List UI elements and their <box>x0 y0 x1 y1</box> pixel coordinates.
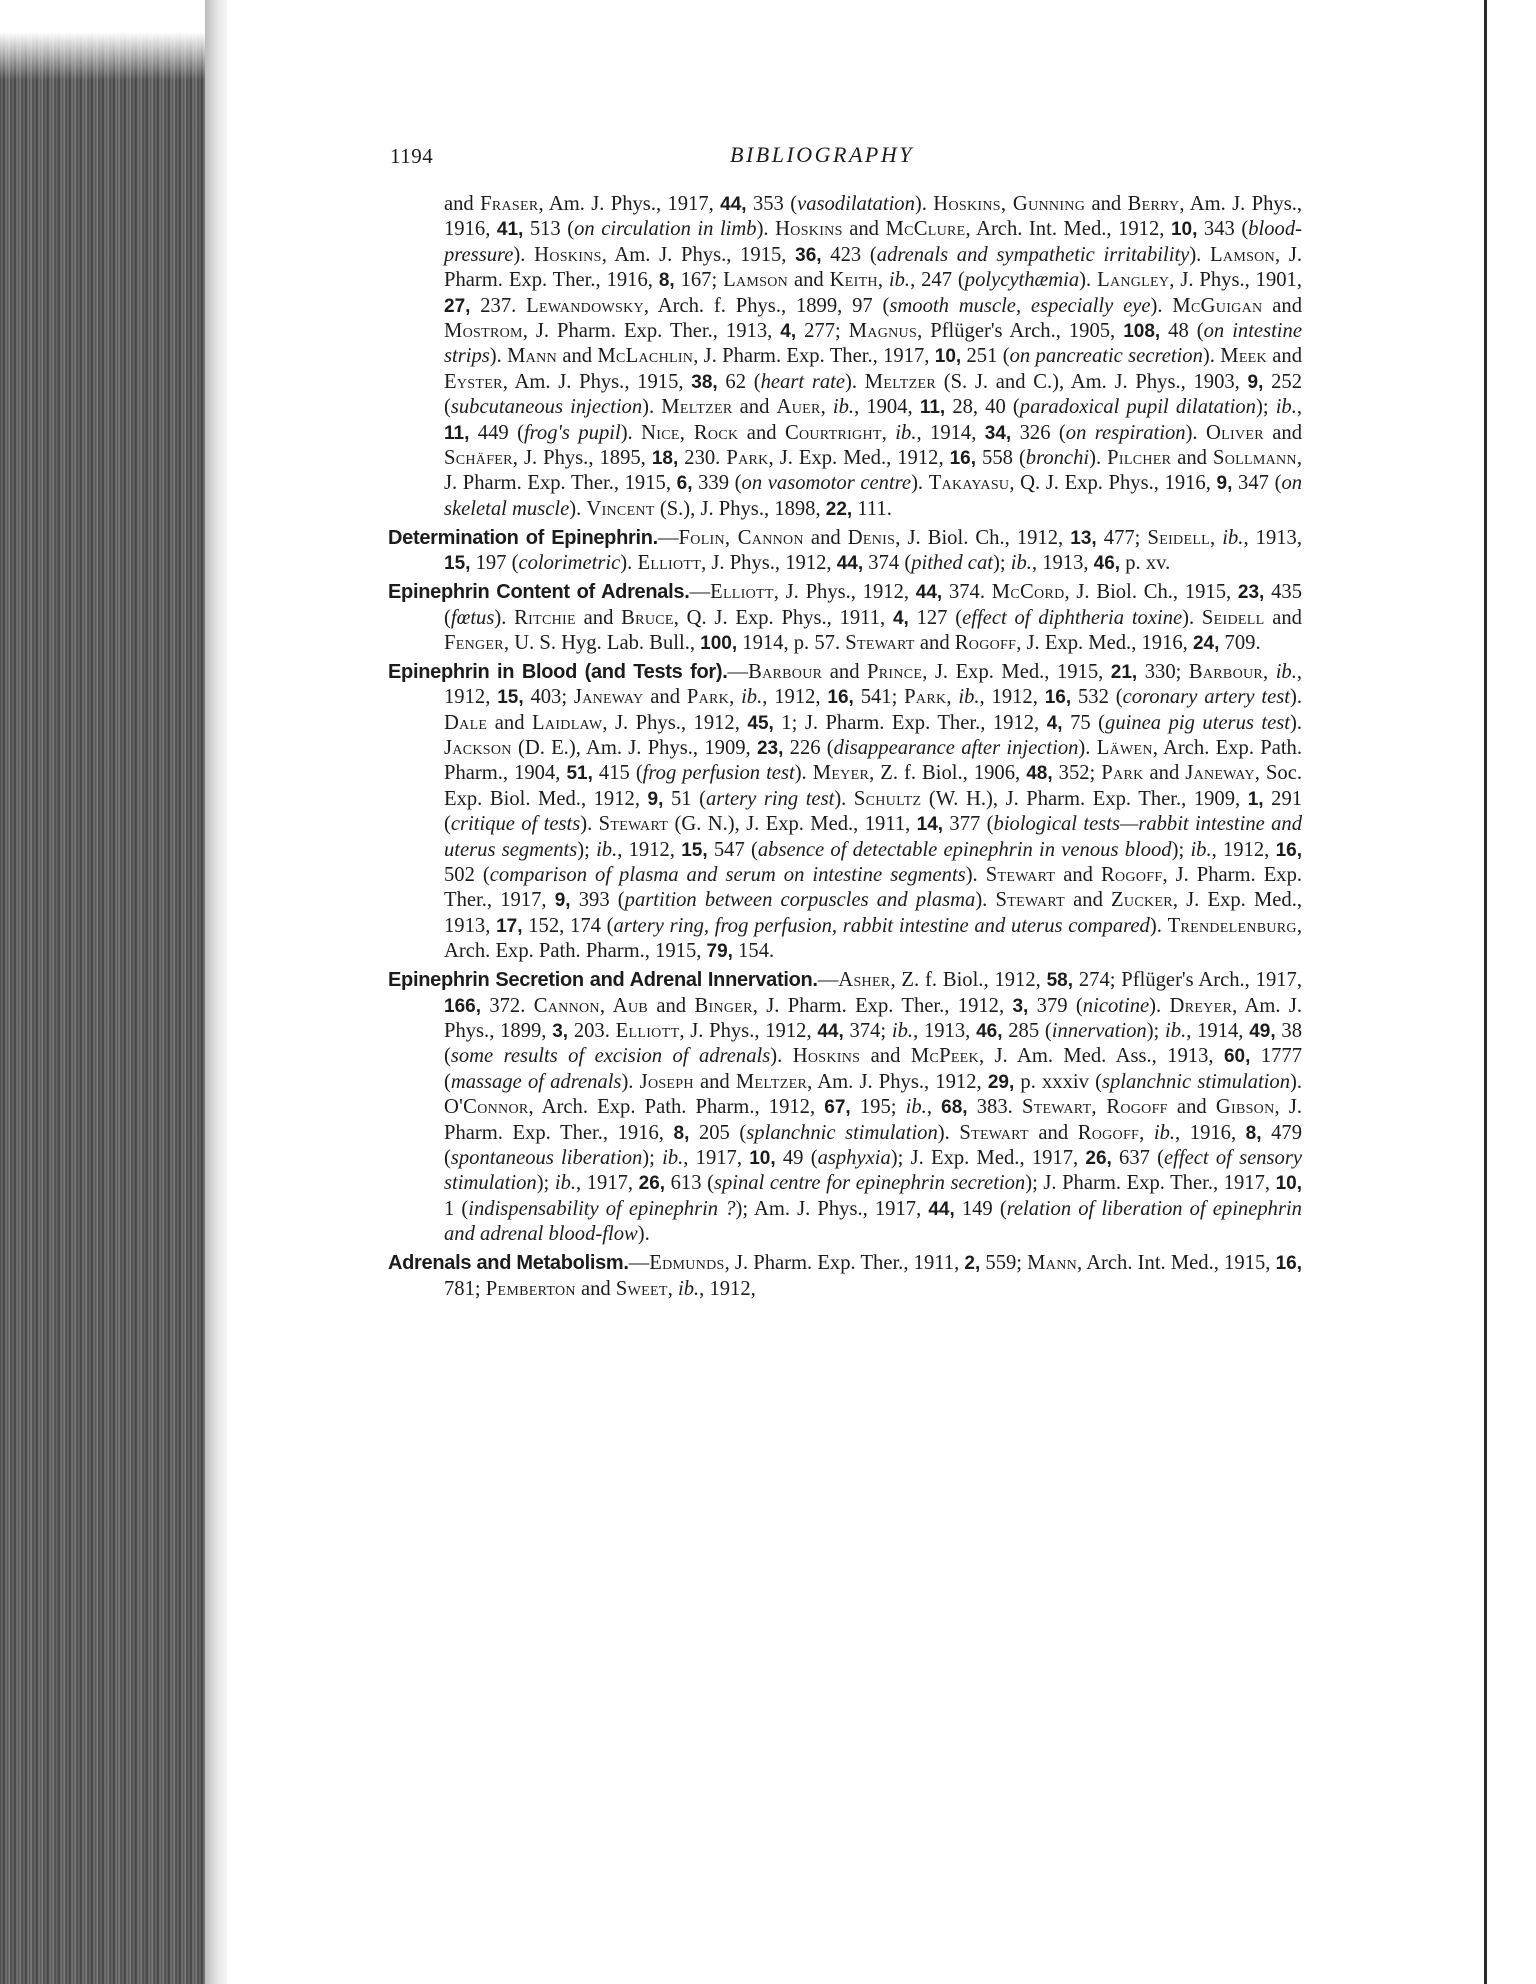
citation-text: —Elliott, J. Phys., 1912, 44, 374. McCord, J. Biol. Ch., 1915, 23, 435 (fœtus). Ritchie and Bruce, Q. J. Exp. Phys., 1911, 4, 127 (effect of diphtheria toxine). Seidell and Fenger, U. S. Hyg. Lab. Bull., 100, 1914, p. 57. Stewart and Rogoff, J. Exp. Med., 1916, 24, 709. <box>444 581 1302 654</box>
bibliography-text <box>388 192 1302 1305</box>
bibliography-continuation <box>388 192 1302 522</box>
section-heading: Epinephrin Secretion and Adrenal Innervation. <box>388 969 818 992</box>
running-head: BIBLIOGRAPHY <box>730 142 914 167</box>
facing-page-margin <box>1487 0 1536 1984</box>
bibliography-section <box>388 580 1302 656</box>
book-gutter <box>205 0 227 1984</box>
book-page-edges <box>0 0 215 1984</box>
page-number: 1194 <box>390 144 434 168</box>
section-heading: Epinephrin in Blood (and Tests for). <box>388 660 728 683</box>
page-edge-highlight <box>0 0 215 80</box>
section-heading: Adrenals and Metabolism. <box>388 1252 629 1275</box>
bibliography-section <box>388 1251 1302 1302</box>
bibliography-section <box>388 660 1302 965</box>
citation-text: and Fraser, Am. J. Phys., 1917, 44, 353 (vasodilatation). Hoskins, Gunning and Berry, Am. J. Phys., 1916, 41, 513 (on circulation in limb). Hoskins and McClure, Arch. Int. Med., 1912, 10, 343 (blood-pressure). Hoskins, Am. J. Phys., 1915, 36, 423 (adrenals and sympathetic irritability). Lamson, J. Pharm. Exp. Ther., 1916, 8, 167; Lamson and Keith, ib., 247 (polycythæmia). Langley, J. Phys., 1901, 27, 237. Lewandowsky, Arch. f. Phys., 1899, 97 (smooth muscle, especially eye). McGuigan and Mostrom, J. Pharm. Exp. Ther., 1913, 4, 277; Magnus, Pflüger's Arch., 1905, 108, 48 (on intestine strips). Mann and McLachlin, J. Pharm. Exp. Ther., 1917, 10, 251 (on pancreatic secretion). Meek and Eyster, Am. J. Phys., 1915, 38, 62 (heart rate). Meltzer (S. J. and C.), Am. J. Phys., 1903, 9, 252 (subcutaneous injection). Meltzer and Auer, ib., 1904, 11, 28, 40 (paradoxical pupil dilatation); ib., 11, 449 (frog's pupil). Nice, Rock and Courtright, ib., 1914, 34, 326 (on respiration). Oliver and Schäfer, J. Phys., 1895, 18, 230. Park, J. Exp. Med., 1912, 16, 558 (bronchi). Pilcher and Sollmann, J. Pharm. Exp. Ther., 1915, 6, 339 (on vasomotor centre). Takayasu, Q. J. Exp. Phys., 1916, 9, 347 (on skeletal muscle). Vincent (S.), J. Phys., 1898, 22, 111. <box>444 193 1303 520</box>
citation-text: —Asher, Z. f. Biol., 1912, 58, 274; Pflüger's Arch., 1917, 166, 372. Cannon, Aub and Binger, J. Pharm. Exp. Ther., 1912, 3, 379 (nicotine). Dreyer, Am. J. Phys., 1899, 3, 203. Elliott, J. Phys., 1912, 44, 374; ib., 1913, 46, 285 (innervation); ib., 1914, 49, 38 (some results of excision of adrenals). Hoskins and McPeek, J. Am. Med. Ass., 1913, 60, 1777 (massage of adrenals). Joseph and Meltzer, Am. J. Phys., 1912, 29, p. xxxiv (splanchnic stimulation). O'Connor, Arch. Exp. Path. Pharm., 1912, 67, 195; ib., 68, 383. Stewart, Rogoff and Gibson, J. Pharm. Exp. Ther., 1916, 8, 205 (splanchnic stimulation). Stewart and Rogoff, ib., 1916, 8, 479 (spontaneous liberation); ib., 1917, 10, 49 (asphyxia); J. Exp. Med., 1917, 26, 637 (effect of sensory stimulation); ib., 1917, 26, 613 (spinal centre for epinephrin secretion); J. Pharm. Exp. Ther., 1917, 10, 1 (indispensability of epinephrin ?); Am. J. Phys., 1917, 44, 149 (relation of liberation of epinephrin and adrenal blood-flow). <box>444 969 1303 1246</box>
citation-text: —Barbour and Prince, J. Exp. Med., 1915, 21, 330; Barbour, ib., 1912, 15, 403; Janeway and Park, ib., 1912, 16, 541; Park, ib., 1912, 16, 532 (coronary artery test). Dale and Laidlaw, J. Phys., 1912, 45, 1; J. Pharm. Exp. Ther., 1912, 4, 75 (guinea pig uterus test). Jackson (D. E.), Am. J. Phys., 1909, 23, 226 (disappearance after injection). Läwen, Arch. Exp. Path. Pharm., 1904, 51, 415 (frog perfusion test). Meyer, Z. f. Biol., 1906, 48, 352; Park and Janeway, Soc. Exp. Biol. Med., 1912, 9, 51 (artery ring test). Schultz (W. H.), J. Pharm. Exp. Ther., 1909, 1, 291 (critique of tests). Stewart (G. N.), J. Exp. Med., 1911, 14, 377 (biological tests—rabbit intestine and uterus segments); ib., 1912, 15, 547 (absence of detectable epinephrin in venous blood); ib., 1912, 16, 502 (comparison of plasma and serum on intestine segments). Stewart and Rogoff, J. Pharm. Exp. Ther., 1917, 9, 393 (partition between corpuscles and plasma). Stewart and Zucker, J. Exp. Med., 1913, 17, 152, 174 (artery ring, frog perfusion, rabbit intestine and uterus compared). Trendelenburg, Arch. Exp. Path. Pharm., 1915, 79, 154. <box>444 660 1303 963</box>
citation-text: —Folin, Cannon and Denis, J. Biol. Ch., 1912, 13, 477; Seidell, ib., 1913, 15, 197 (colorimetric). Elliott, J. Phys., 1912, 44, 374 (pithed cat); ib., 1913, 46, p. xv. <box>444 526 1303 575</box>
section-heading: Epinephrin Content of Adrenals. <box>388 581 690 604</box>
citation-text: —Edmunds, J. Pharm. Exp. Ther., 1911, 2, 559; Mann, Arch. Int. Med., 1915, 16, 781; Pemberton and Sweet, ib., 1912, <box>444 1252 1302 1300</box>
section-heading: Determination of Epinephrin. <box>388 526 658 549</box>
bibliography-section <box>388 526 1302 577</box>
bibliography-section <box>388 968 1302 1247</box>
